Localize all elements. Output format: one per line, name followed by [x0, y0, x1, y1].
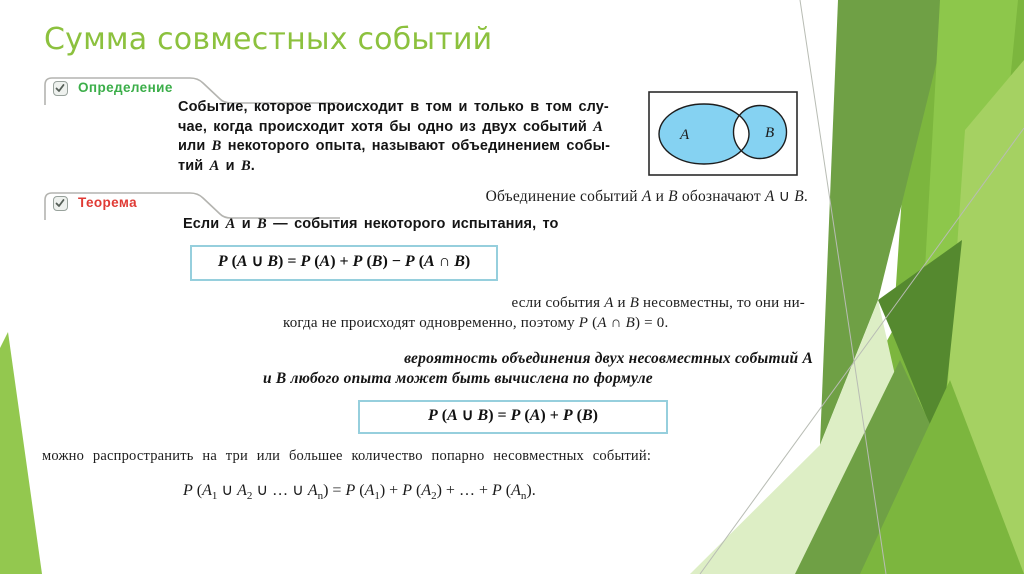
check-icon	[53, 81, 68, 96]
venn-label-b: B	[765, 125, 775, 141]
venn-label-a: A	[680, 127, 690, 143]
venn-diagram	[648, 91, 799, 177]
formula-union-general: P (A ∪ B) = P (A) + P (B) − P (A ∩ B)	[190, 245, 498, 281]
definition-text: Событие, которое происходит в том и только в том слу- чае, когда происходит хотя бы одно из двух событий A или B некоторого опыта, называют объединением собы- тий A и B.	[178, 99, 611, 174]
incompatible-note-line1: если события A и B несовместны, то они ни-	[511, 295, 805, 311]
formula-union-n-events: P ($A_1$ ∪ $A_2$ ∪ … ∪ $A_n) = P$ $(A_1) + P$ $(A_2)$ + … + P $(A_n)$.	[183, 482, 536, 503]
slide-title: Сумма совместных событий	[44, 22, 493, 57]
definition-tab-label: Определение	[78, 80, 173, 95]
check-icon	[53, 196, 68, 211]
extension-text: можно распространить на три или большее количество попарно несовместных событий:	[42, 448, 652, 464]
corollary-line1: вероятность объединения двух несовместных событий A	[404, 350, 813, 367]
corollary-line2: и B любого опыта может быть вычислена по формуле	[263, 370, 653, 387]
theorem-lead: Если A и B — события некоторого испытания, то	[183, 216, 559, 232]
theorem-tab-label: Теорема	[78, 195, 138, 210]
incompatible-note-line2: когда не происходят одновременно, поэтому P (A ∩ B) = 0.	[283, 315, 669, 331]
formula-union-disjoint: P (A ∪ B) = P (A) + P (B)	[358, 400, 668, 434]
facet-left-triangle	[0, 332, 42, 574]
union-notation-text: Объединение событий A и B обозначают A ∪ B.	[485, 188, 808, 205]
